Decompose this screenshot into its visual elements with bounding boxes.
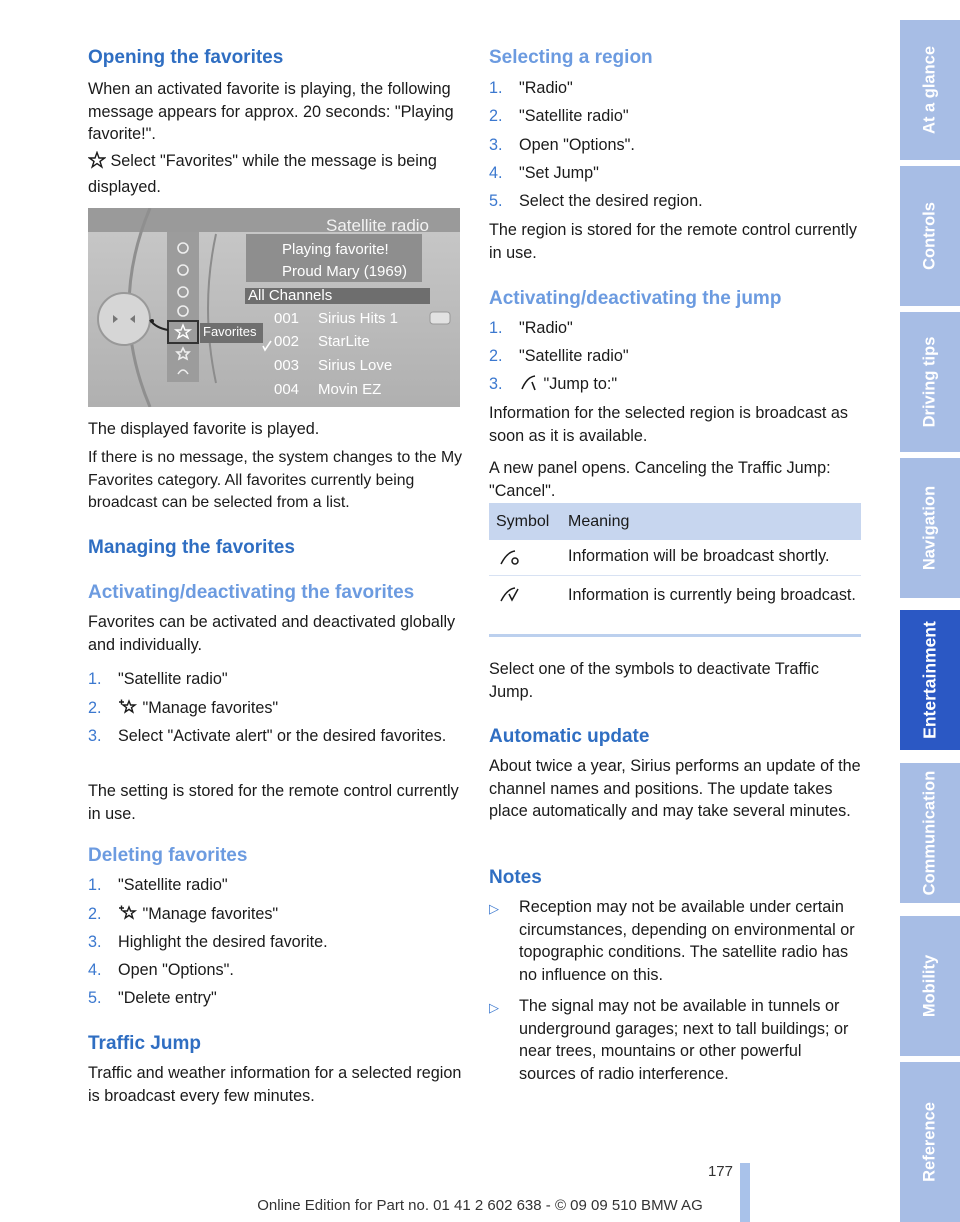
automatic-update-text: About twice a year, Sirius performs an update of the channel names and positions. The update takes place automatically and may take several minutes. <box>489 757 861 821</box>
activating-favorites-heading: Activating/deactivating the favorites <box>88 582 415 603</box>
table-cell-meaning: Information is currently being broadcast. <box>568 586 856 604</box>
screen-channel-name: StarLite <box>318 333 370 350</box>
deleting-favorites-heading: Deleting favorites <box>88 845 248 866</box>
row-divider <box>489 575 861 576</box>
table-bottom-rule <box>489 634 861 637</box>
activating-jump-heading: Activating/deactivating the jump <box>489 288 782 309</box>
opening-favorites-text: When an activated favorite is playing, the following message appears for approx. 20 seconds: "Playing favorite!". <box>88 80 454 144</box>
screen-favorites-label: Favorites <box>203 324 257 339</box>
traffic-jump-pending-icon <box>499 549 521 572</box>
star-icon <box>88 151 106 176</box>
footer-text: Online Edition for Part no. 01 41 2 602 638 - © 09 09 510 BMW AG <box>257 1197 703 1214</box>
table-cell-meaning: Information will be broadcast shortly. <box>568 547 830 565</box>
jump-panel-text: A new panel opens. Canceling the Traffic Jump: "Cancel". <box>489 459 831 500</box>
page-number: 177 <box>707 1163 733 1180</box>
screen-channel-name: Sirius Love <box>318 357 393 374</box>
tab-communication[interactable]: Communication <box>900 763 960 903</box>
opening-favorites-heading: Opening the favorites <box>88 47 284 68</box>
table-header-meaning: Meaning <box>568 513 630 530</box>
tab-at-a-glance[interactable]: At a glance <box>900 20 960 160</box>
screen-song-text: Proud Mary (1969) <box>282 263 408 280</box>
traffic-jump-icon <box>519 374 539 399</box>
automatic-update-heading: Automatic update <box>489 726 650 747</box>
satellite-radio-screen-image <box>88 208 460 407</box>
screen-category-text: All Channels <box>248 287 333 304</box>
activating-favorites-text: Favorites can be activated and deactivated globally and individually. <box>88 613 456 654</box>
region-stored-text: The region is stored for the remote control currently in use. <box>489 221 857 262</box>
tab-controls[interactable]: Controls <box>900 166 960 306</box>
traffic-jump-text: Traffic and weather information for a selected region is broadcast every few minutes. <box>88 1064 462 1105</box>
selecting-region-heading: Selecting a region <box>489 47 653 68</box>
screen-channel-name: Movin EZ <box>318 381 382 398</box>
no-message-text: If there is no message, the system changes to the My Favorites category. All favorites currently being broadcast can be selected from a list. <box>88 449 463 512</box>
tab-entertainment[interactable]: Entertainment <box>900 610 960 750</box>
table-header-symbol: Symbol <box>496 513 550 530</box>
notes-heading: Notes <box>489 867 542 888</box>
played-text: The displayed favorite is played. <box>88 420 320 438</box>
screen-channel-name: Sirius Hits 1 <box>318 310 399 327</box>
screen-playing-text: Playing favorite! <box>282 241 389 258</box>
traffic-jump-heading: Traffic Jump <box>88 1033 201 1054</box>
manage-favorites-icon <box>118 904 138 929</box>
stored-text: The setting is stored for the remote control currently in use. <box>88 782 459 823</box>
jump-info-text: Information for the selected region is broadcast as soon as it is available. <box>489 404 849 445</box>
screen-channel-num: 004 <box>274 381 300 398</box>
tab-reference[interactable]: Reference <box>900 1062 960 1222</box>
managing-heading: Managing the favorites <box>88 537 295 558</box>
screen-header: Satellite radio <box>326 216 430 235</box>
tab-mobility[interactable]: Mobility <box>900 916 960 1056</box>
traffic-jump-active-icon <box>499 586 521 609</box>
tab-navigation[interactable]: Navigation <box>900 458 960 598</box>
symbol-table-header <box>489 503 861 540</box>
manage-favorites-icon <box>118 698 138 723</box>
opening-favorites-tip: Select "Favorites" while the message is being displayed. <box>88 152 437 196</box>
deactivate-text: Select one of the symbols to deactivate Traffic Jump. <box>489 660 819 701</box>
screen-channel-num: 003 <box>274 357 300 374</box>
tab-driving-tips[interactable]: Driving tips <box>900 312 960 452</box>
screen-channel-num: 001 <box>274 310 300 327</box>
screen-channel-num: 002 <box>274 333 300 350</box>
